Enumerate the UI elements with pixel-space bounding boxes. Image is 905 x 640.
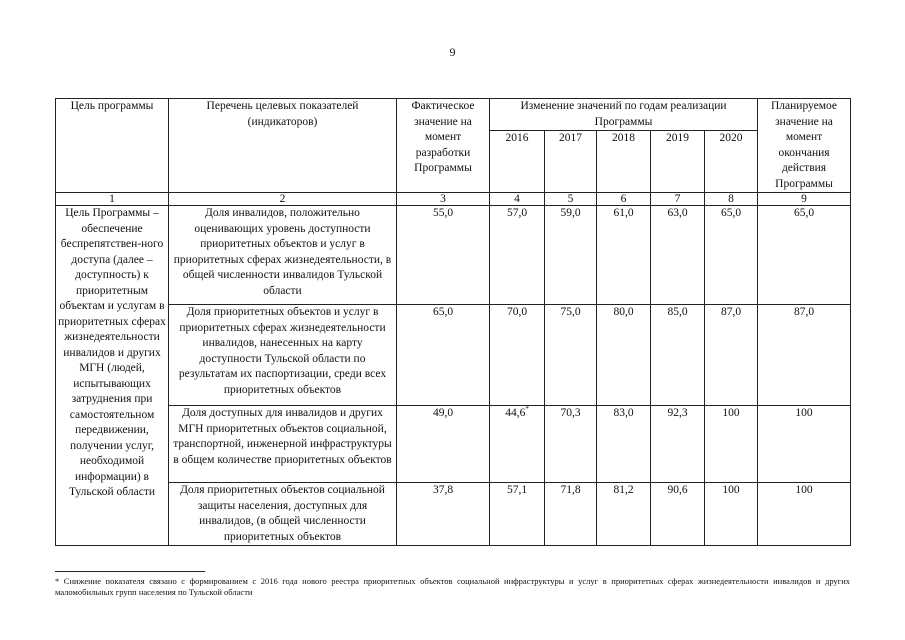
column-number: 4 bbox=[490, 193, 545, 206]
value-2020: 100 bbox=[705, 483, 758, 546]
value-2017: 75,0 bbox=[545, 305, 597, 406]
header-year-2020: 2020 bbox=[705, 131, 758, 193]
table-row bbox=[56, 483, 851, 546]
planned-value: 100 bbox=[758, 406, 851, 483]
indicator-cell: Доля приоритетных объектов и услуг в приоритетных сферах жизнедеятельности инвалидов, нанесенных на карту доступности Тульской области по результатам их паспортизации, среди всех приоритетных объектов bbox=[169, 305, 397, 406]
actual-value: 55,0 bbox=[397, 206, 490, 305]
header-goal: Цель программы bbox=[56, 99, 169, 193]
header-planned: Планируемое значение на момент окончания действия Программы bbox=[758, 99, 851, 193]
value-2017: 71,8 bbox=[545, 483, 597, 546]
value-2020: 87,0 bbox=[705, 305, 758, 406]
footnote-divider bbox=[55, 571, 205, 572]
indicator-cell: Доля инвалидов, положительно оценивающих уровень доступности приоритетных объектов и услуг в приоритетных сферах жизнедеятельности, в общей численности инвалидов Тульской области bbox=[169, 206, 397, 305]
value-2019: 63,0 bbox=[651, 206, 705, 305]
planned-value: 65,0 bbox=[758, 206, 851, 305]
goal-cell: Цель Программы – обеспечение беспрепятствен-ного доступа (далее – доступность) к приоритетным объектам и услугам в приоритетных сферах жизнедеятельности инвалидов и других МГН (людей, испытывающих затруднения при самостоятельном передвижении, получении услуг, необходимой информации) в Тульской области bbox=[56, 206, 169, 546]
header-change-by-year: Изменение значений по годам реализации Программы bbox=[490, 99, 758, 131]
indicators-table bbox=[55, 98, 851, 546]
value-2019: 90,6 bbox=[651, 483, 705, 546]
value-2019: 92,3 bbox=[651, 406, 705, 483]
value-2019: 85,0 bbox=[651, 305, 705, 406]
column-number: 8 bbox=[705, 193, 758, 206]
indicator-cell: Доля приоритетных объектов социальной защиты населения, доступных для инвалидов, (в общей численности приоритетных объектов bbox=[169, 483, 397, 546]
footnote-text: * Снижение показателя связано с формированием с 2016 года нового реестра приоритетных объектов социальной инфраструктуры и услуг в приоритетных сферах жизнедеятельности инвалидов и других маломобильных групп населения по Тульской области bbox=[55, 576, 850, 597]
header-year-2019: 2019 bbox=[651, 131, 705, 193]
actual-value: 37,8 bbox=[397, 483, 490, 546]
page-number: 9 bbox=[449, 45, 456, 59]
column-number: 2 bbox=[169, 193, 397, 206]
column-number: 9 bbox=[758, 193, 851, 206]
column-number: 5 bbox=[545, 193, 597, 206]
table-row bbox=[56, 406, 851, 483]
column-number-row bbox=[56, 193, 851, 206]
header-year-2017: 2017 bbox=[545, 131, 597, 193]
column-number: 7 bbox=[651, 193, 705, 206]
value-2017: 70,3 bbox=[545, 406, 597, 483]
header-year-2016: 2016 bbox=[490, 131, 545, 193]
column-number: 1 bbox=[56, 193, 169, 206]
value-2016: 57,0 bbox=[490, 206, 545, 305]
header-indicators: Перечень целевых показателей (индикаторов) bbox=[169, 99, 397, 193]
table-row bbox=[56, 305, 851, 406]
value-2016: 57,1 bbox=[490, 483, 545, 546]
actual-value: 65,0 bbox=[397, 305, 490, 406]
value-2016: 44,6* bbox=[490, 406, 545, 483]
header-actual: Фактическое значение на момент разработки Программы bbox=[397, 99, 490, 193]
value-2016: 70,0 bbox=[490, 305, 545, 406]
footnote-mark: * bbox=[525, 405, 529, 414]
value-2020: 100 bbox=[705, 406, 758, 483]
planned-value: 87,0 bbox=[758, 305, 851, 406]
indicator-cell: Доля доступных для инвалидов и других МГН приоритетных объектов социальной, транспортной, инженерной инфраструктуры в общем количестве приоритетных объектов bbox=[169, 406, 397, 483]
column-number: 3 bbox=[397, 193, 490, 206]
value-2018: 61,0 bbox=[597, 206, 651, 305]
value-2018: 81,2 bbox=[597, 483, 651, 546]
column-number: 6 bbox=[597, 193, 651, 206]
value-2018: 80,0 bbox=[597, 305, 651, 406]
actual-value: 49,0 bbox=[397, 406, 490, 483]
header-year-2018: 2018 bbox=[597, 131, 651, 193]
value-2018: 83,0 bbox=[597, 406, 651, 483]
value-2020: 65,0 bbox=[705, 206, 758, 305]
value-2017: 59,0 bbox=[545, 206, 597, 305]
planned-value: 100 bbox=[758, 483, 851, 546]
table-row bbox=[56, 206, 851, 305]
